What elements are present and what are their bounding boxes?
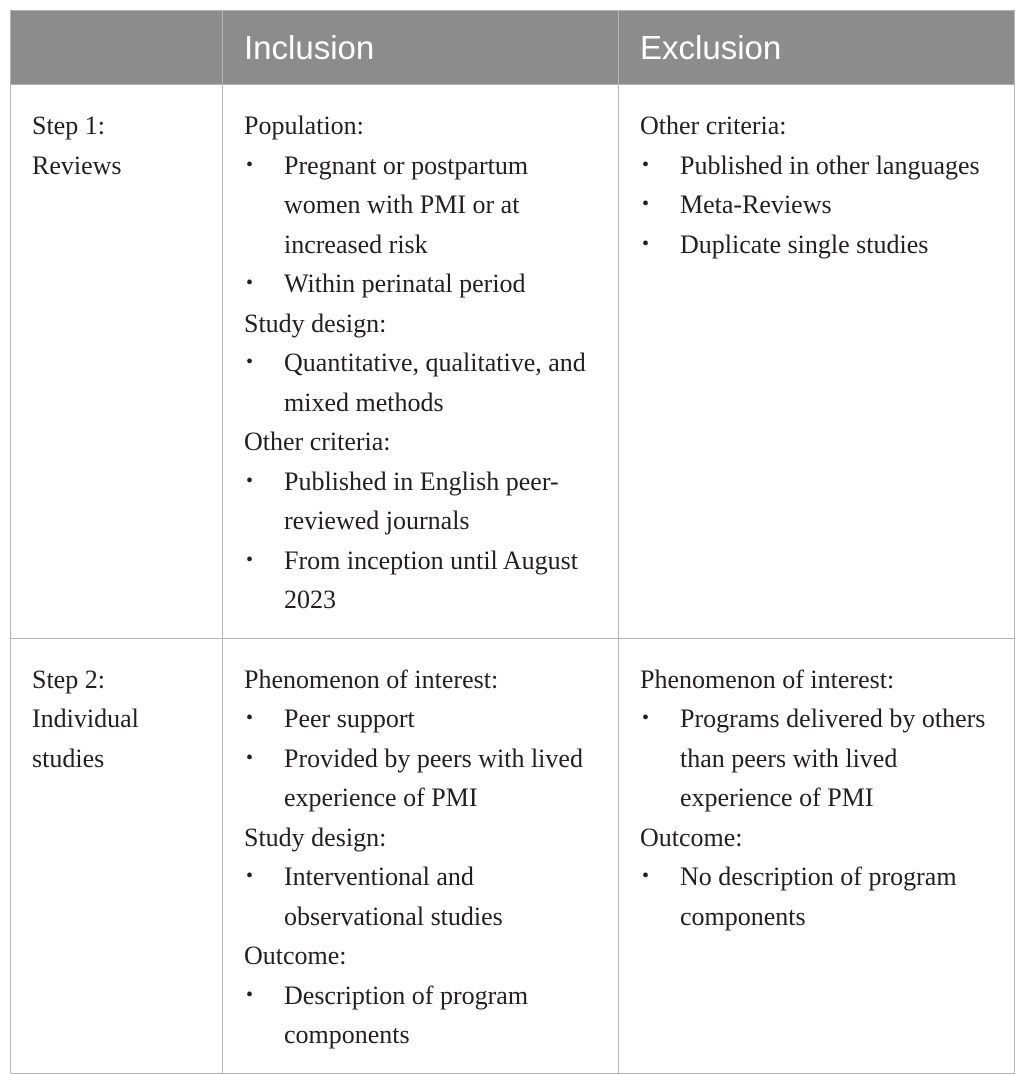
- step-number: Step 1:: [32, 111, 105, 140]
- criteria-list: [244, 857, 606, 936]
- criteria-list: [244, 462, 606, 620]
- criteria-heading: Study design:: [244, 822, 387, 852]
- list-item-text: Provided by peers with lived experience of PMI: [284, 743, 583, 812]
- list-item: [640, 146, 1002, 186]
- criteria-list: [640, 857, 1002, 936]
- list-item: [640, 699, 1002, 818]
- list-item: [640, 185, 1002, 225]
- list-item-text: Peer support: [284, 704, 415, 733]
- list-item-text: Meta-Reviews: [680, 190, 832, 219]
- criteria-heading: Outcome:: [244, 941, 347, 970]
- header-row: [11, 11, 1015, 85]
- bullet-icon: •: [246, 865, 254, 887]
- inclusion-cell: [223, 85, 619, 639]
- criteria-list: [244, 976, 606, 1055]
- list-item-text: No description of program components: [680, 862, 957, 931]
- list-item: [244, 462, 606, 541]
- criteria-heading: Phenomenon of interest:: [640, 664, 895, 694]
- list-item: [640, 857, 1002, 936]
- criteria-list: [244, 343, 606, 422]
- list-item: [244, 976, 606, 1055]
- criteria-table: [10, 10, 1015, 1074]
- list-item: [640, 225, 1002, 265]
- exclusion-cell: [619, 638, 1015, 1073]
- list-item: [244, 541, 606, 620]
- bullet-icon: •: [246, 707, 254, 729]
- bullet-icon: •: [246, 983, 254, 1006]
- criteria-heading: Phenomenon of interest:: [244, 664, 499, 694]
- bullet-icon: •: [246, 272, 254, 294]
- list-item-text: Programs delivered by others than peers with lived experience of PMI: [680, 704, 986, 812]
- exclusion-cell: [619, 85, 1015, 639]
- inclusion-cell: [223, 638, 619, 1073]
- criteria-list: [640, 146, 1002, 265]
- step-label: Reviews: [32, 150, 122, 180]
- list-item-text: Description of program components: [284, 980, 529, 1049]
- step-cell: [11, 85, 223, 639]
- bullet-icon: •: [642, 232, 650, 255]
- bullet-icon: •: [246, 548, 254, 571]
- criteria-heading: Study design:: [244, 308, 387, 338]
- criteria-heading: Other criteria:: [244, 427, 391, 456]
- list-item-text: Duplicate single studies: [680, 229, 929, 259]
- bullet-icon: •: [642, 193, 650, 215]
- list-item: [244, 146, 606, 265]
- bullet-icon: •: [642, 153, 650, 176]
- list-item-text: Published in other languages: [680, 150, 980, 180]
- list-item: [244, 343, 606, 422]
- criteria-heading: Outcome:: [640, 822, 743, 852]
- header-inclusion: Inclusion: [223, 11, 619, 85]
- list-item: [244, 739, 606, 818]
- bullet-icon: •: [246, 469, 254, 492]
- bullet-icon: •: [642, 865, 650, 887]
- step-cell: [11, 638, 223, 1073]
- list-item-text: Interventional and observational studies: [284, 862, 503, 931]
- list-item: [244, 264, 606, 304]
- header-step: [11, 11, 223, 85]
- list-item-text: Published in English peer-reviewed journals: [284, 466, 559, 535]
- criteria-heading: Other criteria:: [640, 111, 787, 140]
- list-item-text: Quantitative, qualitative, and mixed methods: [284, 348, 586, 417]
- criteria-heading: Population:: [244, 111, 364, 140]
- criteria-list: [244, 146, 606, 304]
- step-number: Step 2:: [32, 664, 105, 694]
- list-item-text: From inception until August 2023: [284, 545, 578, 614]
- header-exclusion: Exclusion: [619, 11, 1015, 85]
- bullet-icon: •: [246, 746, 254, 769]
- list-item: [244, 857, 606, 936]
- table-row: [11, 638, 1015, 1073]
- step-label: Individual studies: [32, 704, 139, 773]
- table-row: [11, 85, 1015, 639]
- list-item: [244, 699, 606, 739]
- bullet-icon: •: [246, 351, 254, 373]
- list-item-text: Within perinatal period: [284, 269, 526, 298]
- list-item-text: Pregnant or postpartum women with PMI or at increased risk: [284, 150, 529, 259]
- criteria-list: [640, 699, 1002, 818]
- criteria-list: [244, 699, 606, 818]
- bullet-icon: •: [246, 153, 254, 176]
- bullet-icon: •: [642, 707, 650, 729]
